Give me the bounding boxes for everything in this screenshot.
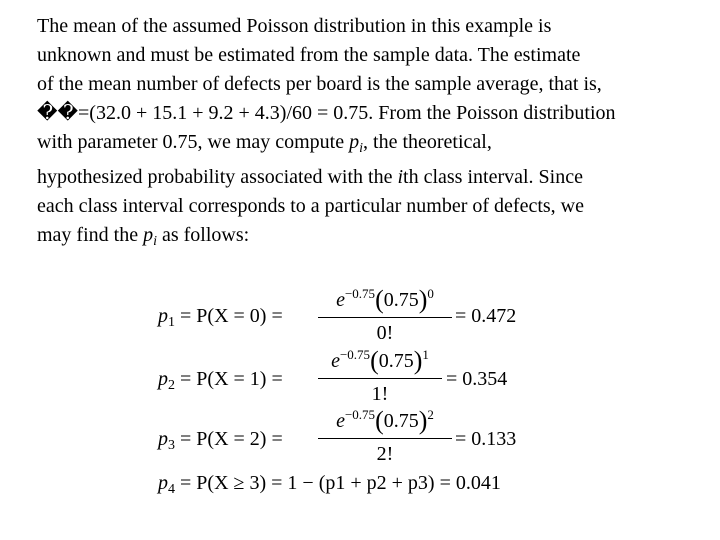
- fraction-numerator: [318, 406, 452, 439]
- fraction-denominator: 0!: [376, 322, 394, 344]
- equation-p1-lhs: [158, 305, 283, 331]
- base-value: 0.75: [383, 289, 419, 311]
- symbol-p: p: [143, 224, 154, 246]
- right-paren: ): [418, 406, 428, 435]
- eq-subscript: 4: [168, 482, 175, 497]
- equation-p1-fraction: [318, 285, 452, 345]
- symbol-p: p: [349, 131, 360, 153]
- text-line-1: The mean of the assumed Poisson distribution in this example is: [37, 15, 552, 37]
- equation-p3-lhs: [158, 428, 283, 454]
- power: 2: [427, 407, 434, 422]
- text-line-2: unknown and must be estimated from the sample data. The estimate: [37, 44, 581, 66]
- body-paragraph: [37, 12, 717, 256]
- text-line-5-end: , the theoretical,: [363, 131, 492, 153]
- text-line-6-end: th class interval. Since: [403, 166, 583, 188]
- eq-lhs-text: = P(X = 1) =: [175, 368, 283, 390]
- equation-p2-result: = 0.354: [446, 368, 508, 390]
- left-paren: (: [375, 406, 384, 435]
- e-symbol: e: [336, 289, 345, 311]
- power: 1: [422, 347, 429, 362]
- left-paren: (: [375, 285, 384, 314]
- eq-lhs-text: = P(X = 0) =: [175, 305, 283, 327]
- exponent: −0.75: [344, 407, 376, 422]
- equation-p1-result: = 0.472: [455, 305, 517, 327]
- symbol-i: i: [397, 166, 404, 188]
- eq-sum-term: (p1 + p2 + p3): [318, 472, 435, 494]
- eq-symbol-p: p: [158, 472, 168, 494]
- base-value: 0.75: [378, 350, 414, 372]
- eq-lhs-text: = P(X = 2) =: [175, 428, 283, 450]
- symbol-i-subscript: i: [359, 141, 364, 156]
- eq-symbol-p: p: [158, 368, 168, 390]
- eq-lhs-text: = P(X ≥ 3) = 1 −: [175, 472, 319, 494]
- garbled-glyph: ��: [37, 102, 79, 124]
- text-line-8: [37, 221, 717, 256]
- text-line-7: each class interval corresponds to a particular number of defects, we: [37, 195, 584, 217]
- equation-p2-fraction: [318, 346, 442, 406]
- left-paren: (: [370, 346, 379, 375]
- fraction-denominator: 2!: [376, 443, 394, 465]
- text-line-8-start: may find the: [37, 224, 144, 246]
- equation-p4: [158, 472, 501, 498]
- symbol-i-subscript: i: [153, 234, 157, 249]
- text-line-5: [37, 128, 717, 163]
- equation-p4-result: = 0.041: [439, 472, 501, 494]
- eq-subscript: 3: [168, 438, 175, 453]
- text-line-4-rest: =(32.0 + 15.1 + 9.2 + 4.3)/60 = 0.75. From the Poisson distribution: [78, 102, 616, 124]
- equation-p3-fraction: [318, 406, 452, 466]
- e-symbol: e: [331, 350, 340, 372]
- eq-subscript: 1: [168, 315, 175, 330]
- eq-symbol-p: p: [158, 305, 168, 327]
- exponent: −0.75: [339, 347, 371, 362]
- right-paren: ): [418, 285, 428, 314]
- base-value: 0.75: [383, 410, 419, 432]
- text-line-6: [37, 163, 717, 192]
- eq-symbol-p: p: [158, 428, 168, 450]
- text-line-8-end: as follows:: [156, 224, 250, 246]
- text-line-5-start: with parameter 0.75, we may compute: [37, 131, 350, 153]
- fraction-numerator: [318, 346, 442, 379]
- text-line-4: [37, 99, 717, 128]
- equation-p3-result: = 0.133: [455, 428, 517, 450]
- text-line-3: of the mean number of defects per board is the sample average, that is,: [37, 73, 602, 95]
- equation-p2-lhs: [158, 368, 283, 394]
- fraction-denominator: 1!: [371, 383, 389, 405]
- text-line-6-start: hypothesized probability associated with the: [37, 166, 398, 188]
- power: 0: [427, 286, 434, 301]
- right-paren: ): [413, 346, 423, 375]
- exponent: −0.75: [344, 286, 376, 301]
- e-symbol: e: [336, 410, 345, 432]
- fraction-numerator: [318, 285, 452, 318]
- eq-subscript: 2: [168, 378, 175, 393]
